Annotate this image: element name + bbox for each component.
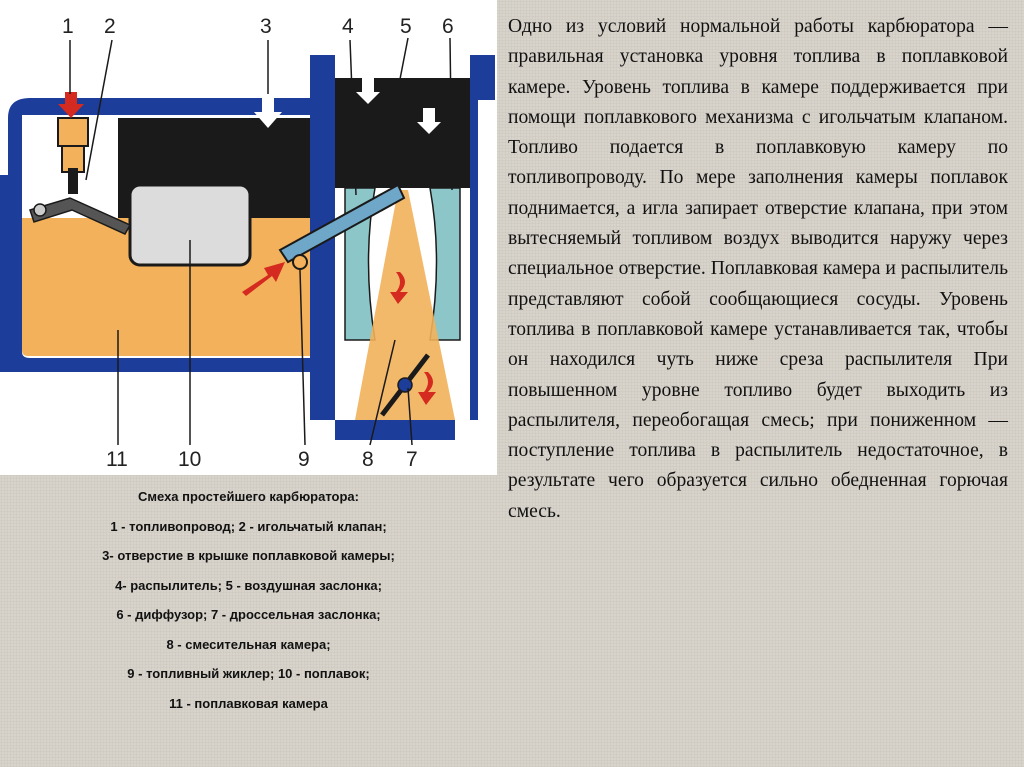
caption-line: 4- распылитель; 5 - воздушная заслонка; [115,577,382,593]
caption-line: 11 - поплавковая камера [169,695,328,711]
label-2: 2 [104,15,116,38]
label-9: 9 [298,448,310,471]
caption-line: 9 - топливный жиклер; 10 - поплавок; [127,666,370,681]
label-8: 8 [362,448,374,471]
label-10: 10 [178,448,202,471]
label-4: 4 [342,15,354,38]
label-11: 11 [106,448,128,471]
fuel-jet [293,255,307,269]
label-5: 5 [400,15,412,38]
diagram-caption [0,482,497,718]
caption-line: 8 - смесительная камера; [166,636,331,652]
description-text: Одно из условий нормальной работы карбюратора — правильная установка уровня топлива в поплавковой камере. Уровень топлива в камере поддерживается при помощи поплавкового механизма с игольчатым клапаном. Топливо подается в поплавковую камеру по топливопроводу. По мере заполнения камеры поплавок поднимается, а игла запирает отверстие клапана, при этом вытесняемый топливом воздух выводится наружу через специальное отверстие. Поплавковая камера и распылитель представляют собой сообщающиеся сосуды. Уровень топлива в поплавковой камере устанавливается так, чтобы он находился чуть ниже среза распылителя При повышенном уровне топливо будет выходить из распылителя, переобогащая смесь; при пониженном — поступление топлива в распылитель недостаточное, в результате чего образуется сильно обедненная горючая смесь. [508,16,1008,522]
label-1: 1 [62,15,74,38]
carburetor-diagram [0,0,497,475]
label-3: 3 [260,15,272,38]
caption-line: 6 - диффузор; 7 - дроссельная заслонка; [116,607,381,622]
caption-line: 1 - топливопровод; 2 - игольчатый клапан; [110,518,387,534]
label-6: 6 [442,15,454,38]
caption-line: 3- отверстие в крышке поплавковой камеры; [102,548,395,563]
needle-valve [30,118,130,234]
caption-title: Смеха простейшего карбюратора: [138,489,359,504]
label-7: 7 [406,448,418,471]
